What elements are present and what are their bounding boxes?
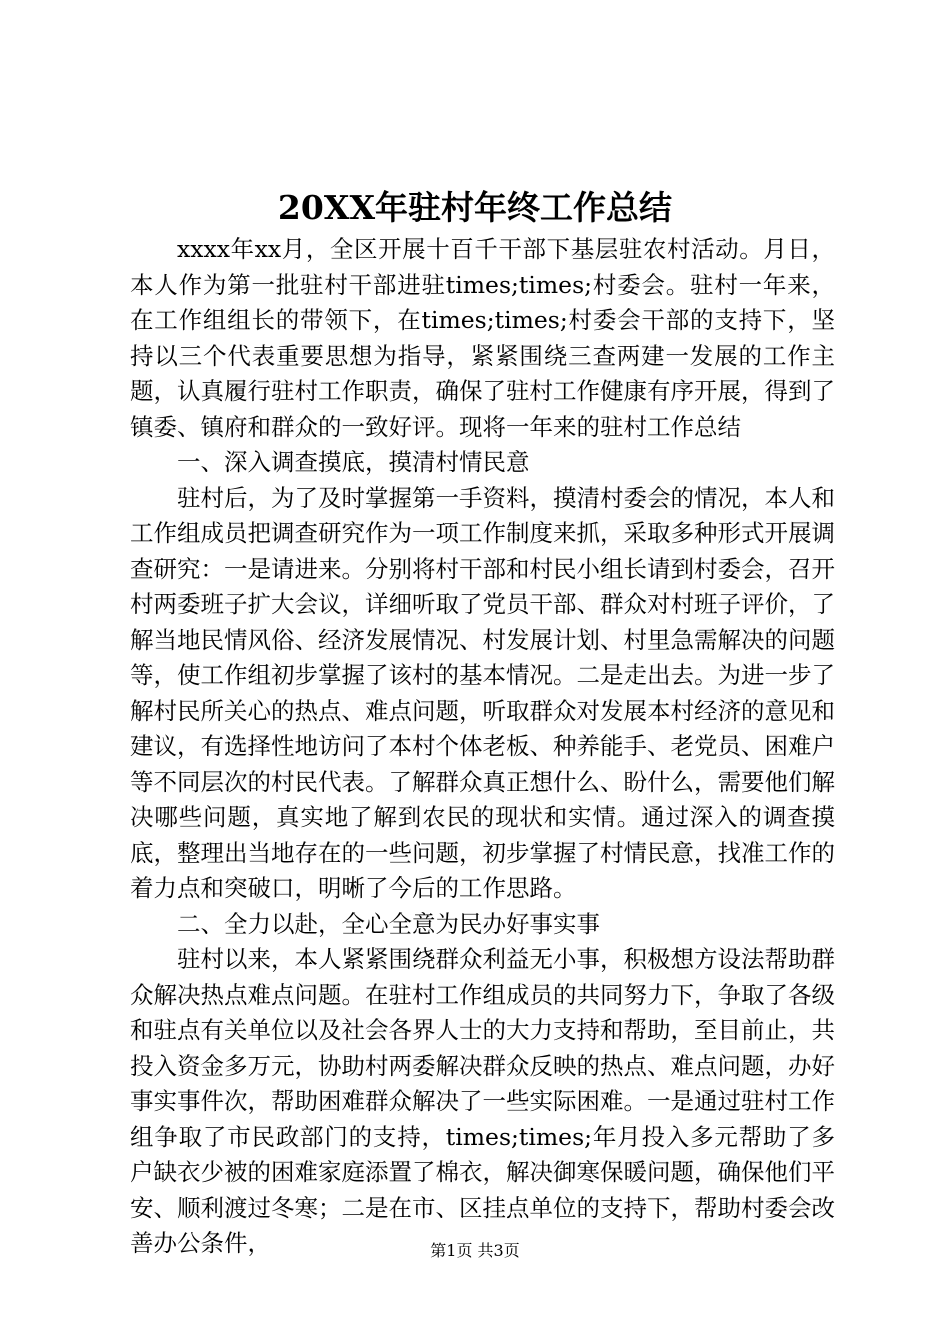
- section-heading-2: 二、全力以赴，全心全意为民办好事实事: [177, 909, 600, 938]
- document-title: 20XX年驻村年终工作总结: [277, 188, 673, 227]
- paragraph-section-2: 驻村以来，本人紧紧围绕群众利益无小事，积极想方设法帮助群众解决热点难点问题。在驻村工作组成员的共同努力下，争取了各级和驻点有关单位以及社会各界人士的大力支持和帮助，至目前止，共投入资金多万元，协助村两委解决群众反映的热点、难点问题，办好事实事件次，帮助困难群众解决了一些实际困难。一是通过驻村工作组争取了市民政部门的支持，times;times;年月投入多元帮助了多户缺衣少被的困难家庭添置了棉衣，解决御寒保暖问题，确保他们平安、顺利渡过冬寒；二是在市、区挂点单位的支持下，帮助村委会改善办公条件，: [130, 945, 835, 1257]
- paragraph-intro: xxxx年xx月，全区开展十百千干部下基层驻农村活动。月日，本人作为第一批驻村干部进驻times;times;村委会。驻村一年来，在工作组组长的带领下，在times;times;村委会干部的支持下，坚持以三个代表重要思想为指导，紧紧围绕三查两建一发展的工作主题，认真履行驻村工作职责，确保了驻村工作健康有序开展，得到了镇委、镇府和群众的一致好评。现将一年来的驻村工作总结: [130, 235, 835, 441]
- section-heading-1: 一、深入调查摸底，摸清村情民意: [177, 448, 530, 476]
- page-footer: 第1页 共3页: [430, 1241, 520, 1260]
- document-body: [130, 232, 835, 1262]
- paragraph-section-1: 驻村后，为了及时掌握第一手资料，摸清村委会的情况，本人和工作组成员把调查研究作为一项工作制度来抓，采取多种形式开展调查研究：一是请进来。分别将村干部和村民小组长请到村委会，召开村两委班子扩大会议，详细听取了党员干部、群众对村班子评价，了解当地民情风俗、经济发展情况、村发展计划、村里急需解决的问题等，使工作组初步掌握了该村的基本情况。二是走出去。为进一步了解村民所关心的热点、难点问题，听取群众对发展本村经济的意见和建议，有选择性地访问了本村个体老板、种养能手、老党员、困难户等不同层次的村民代表。了解群众真正想什么、盼什么，需要他们解决哪些问题，真实地了解到农民的现状和实情。通过深入的调查摸底，整理出当地存在的一些问题，初步掌握了村情民意，找准工作的着力点和突破口，明晰了今后的工作思路。: [130, 483, 835, 902]
